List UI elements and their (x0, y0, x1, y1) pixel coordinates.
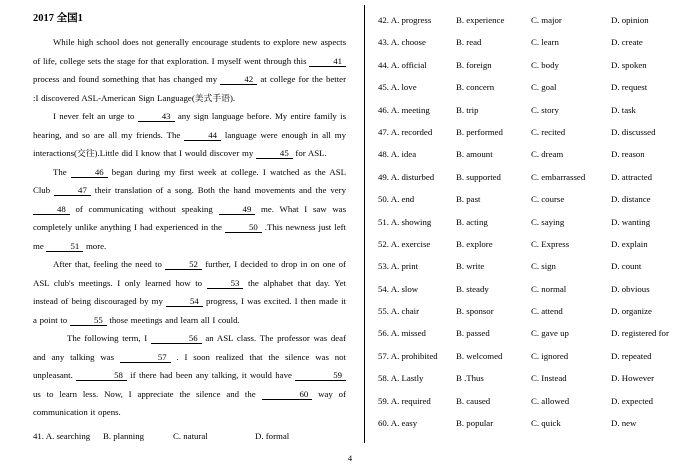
option-d: D. distance (611, 194, 651, 205)
question-48 (378, 148, 682, 160)
question-49 (378, 171, 682, 183)
option-b: B. experience (456, 15, 505, 25)
option-c: C. major (531, 15, 562, 25)
blank-52: 52 (165, 259, 202, 270)
passage-paragraph: While high school does not generally encourage students to explore new aspects of life, college sets the stage for that exploration. I myself went through this 41 process and found something that has changed my 42 at college for the better :I discovered ASL-American Sign Language(美式手语). (33, 37, 346, 103)
option-a: 42. A. progress (378, 15, 432, 25)
option-a: 50. A. end (378, 194, 415, 205)
option-c: C. learn (531, 37, 559, 48)
option-b: B. read (456, 37, 482, 48)
blank-41: 41 (309, 56, 346, 67)
option-d: D. attracted (611, 171, 653, 182)
option-c: C. dream (531, 149, 564, 160)
option-c: C. sign (531, 261, 556, 272)
option-a: 57. A. prohibited (378, 350, 438, 361)
option-c: C. Instead (531, 373, 567, 384)
question-57 (378, 350, 682, 362)
option-d: D. explain (611, 238, 648, 249)
blank-49: 49 (219, 204, 256, 215)
option-d: D. count (611, 261, 642, 272)
option-a: 41. A. searching (33, 430, 91, 441)
page-number: 4 (347, 453, 353, 463)
option-b: B. steady (456, 283, 489, 294)
option-b: B .Thus (456, 373, 484, 384)
option-a: 52. A. exercise (378, 238, 431, 249)
option-a: 45. A. love (378, 82, 417, 93)
option-d: D. new (611, 418, 637, 429)
blank-60: 60 (262, 389, 313, 400)
question-58 (378, 372, 682, 384)
blank-44: 44 (184, 130, 221, 141)
option-c: C. natural (173, 430, 208, 441)
option-b: B. write (456, 261, 485, 272)
blank-54: 54 (166, 296, 203, 307)
option-c: C. quick (531, 418, 561, 429)
option-c: C. recited (531, 126, 566, 137)
option-a: 59. A. required (378, 395, 431, 406)
blank-53: 53 (207, 278, 244, 289)
option-a: 43. A. choose (378, 37, 426, 48)
passage-paragraph: The 46 began during my first week at college. I watched as the ASL Club 47 their translation of a song. Both the hand movements and the very 48 of communicating without speaking 49 me. What I saw was completely unlike anything I had experienced in the 50 .This newness just left me 51 more. (33, 166, 347, 251)
question-53 (378, 260, 682, 272)
option-c: C. goal (531, 82, 557, 93)
option-d: D. repeated (611, 350, 652, 361)
blank-46: 46 (71, 167, 108, 178)
blank-43: 43 (138, 111, 175, 122)
passage-column (33, 10, 346, 442)
option-d: D. request (611, 82, 648, 93)
option-d: D. spoken (611, 59, 647, 70)
option-c: C. normal (531, 283, 567, 294)
option-d: D. discussed (611, 126, 656, 137)
question-46 (378, 104, 682, 116)
option-a: 47. A. recorded (378, 126, 433, 137)
option-a: 55. A. chair (378, 306, 420, 317)
option-b: B. supported (456, 171, 501, 182)
option-b: B. concern (456, 82, 495, 93)
option-b: B. passed (456, 328, 490, 339)
blank-45: 45 (256, 148, 293, 159)
option-a: 54. A. slow (378, 283, 419, 294)
blank-47: 47 (54, 185, 91, 196)
option-c: C. Express (531, 238, 570, 249)
blank-55: 55 (70, 315, 107, 326)
option-a: 48. A. idea (378, 149, 417, 160)
option-b: B. caused (456, 395, 491, 406)
question-43 (378, 36, 682, 48)
question-59 (378, 395, 682, 407)
question-55 (378, 305, 682, 317)
passage-paragraph: The following term, I 56 an ASL class. The professor was deaf and any talking was 57 . I soon realized that the silence was not unpleasant. 58 if there had been any talking, it would have 59 us to learn less. Now, I appreciate the silence and the 60 way of communication it opens. (33, 333, 347, 417)
option-d: D. formal (255, 430, 290, 441)
blank-57: 57 (120, 352, 171, 363)
option-a: 56. A. missed (378, 328, 426, 339)
option-d: D. However (611, 373, 654, 384)
option-b: B. sponsor (456, 306, 494, 317)
option-c: C. course (531, 194, 565, 205)
page-title: 2017 全国1 (33, 13, 83, 24)
blank-50: 50 (225, 222, 262, 233)
option-d: D. opinion (611, 15, 649, 25)
option-b: B. amount (456, 149, 493, 160)
question-41-container (33, 430, 346, 442)
question-42 (378, 14, 682, 26)
option-b: B. past (456, 194, 481, 205)
blank-48: 48 (33, 204, 70, 215)
option-d: D. wanting (611, 216, 651, 227)
column-divider (364, 5, 365, 443)
option-d: D. registered for (611, 328, 669, 339)
option-d: D. expected (611, 395, 654, 406)
option-b: B. popular (456, 418, 494, 429)
option-a: 49. A. disturbed (378, 171, 435, 182)
question-45 (378, 81, 682, 93)
option-d: D. reason (611, 149, 645, 160)
question-41 (33, 430, 346, 442)
passage (33, 33, 346, 422)
option-a: 51. A. showing (378, 216, 432, 227)
option-a: 46. A. meeting (378, 104, 430, 115)
blank-42: 42 (220, 74, 257, 85)
option-b: B. explore (456, 238, 493, 249)
blank-58: 58 (76, 370, 127, 381)
question-47 (378, 126, 682, 138)
question-51 (378, 216, 682, 228)
option-c: C. body (531, 59, 559, 70)
option-c: C. story (531, 104, 559, 115)
option-a: 44. A. official (378, 59, 427, 70)
option-d: D. create (611, 37, 643, 48)
question-54 (378, 283, 682, 295)
question-52 (378, 238, 682, 250)
option-c: C. saying (531, 216, 565, 227)
option-c: C. gave up (531, 328, 569, 339)
option-d: D. task (611, 104, 636, 115)
option-b: B. planning (103, 430, 145, 441)
question-50 (378, 193, 682, 205)
blank-51: 51 (46, 241, 83, 252)
option-a: 53. A. print (378, 261, 419, 272)
passage-paragraph: After that, feeling the need to 52 further, I decided to drop in on one of ASL club's meetings. I only learned how to 53 the alphabet that day. Yet instead of being discouraged by my 54 progress, I was excited. I then made it a point to 55 those meetings and learn all I could. (33, 259, 346, 325)
question-56 (378, 327, 682, 339)
option-c: C. embarrassed (531, 171, 586, 182)
option-b: B. performed (456, 126, 503, 137)
option-b: B. welcomed (456, 350, 503, 361)
questions-list (378, 14, 682, 429)
option-c: C. attend (531, 306, 563, 317)
option-c: C. allowed (531, 395, 570, 406)
option-a: 58. A. Lastly (378, 373, 424, 384)
option-a: 60. A. easy (378, 418, 418, 429)
option-d: D. organize (611, 306, 652, 317)
option-b: B. foreign (456, 59, 492, 70)
question-60 (378, 417, 682, 429)
option-b: B. trip (456, 104, 479, 115)
option-b: B. acting (456, 216, 488, 227)
question-44 (378, 59, 682, 71)
blank-59: 59 (295, 370, 346, 381)
option-d: D. obvious (611, 283, 650, 294)
options-column (378, 14, 682, 429)
blank-56: 56 (151, 333, 202, 344)
option-c: C. ignored (531, 350, 569, 361)
passage-paragraph: I never felt an urge to 43 any sign language before. My entire family is hearing, and so are all my friends. The 44 language were enough in all my interactions(交往).Little did I know that I would discover my 45 for ASL. (33, 111, 346, 158)
